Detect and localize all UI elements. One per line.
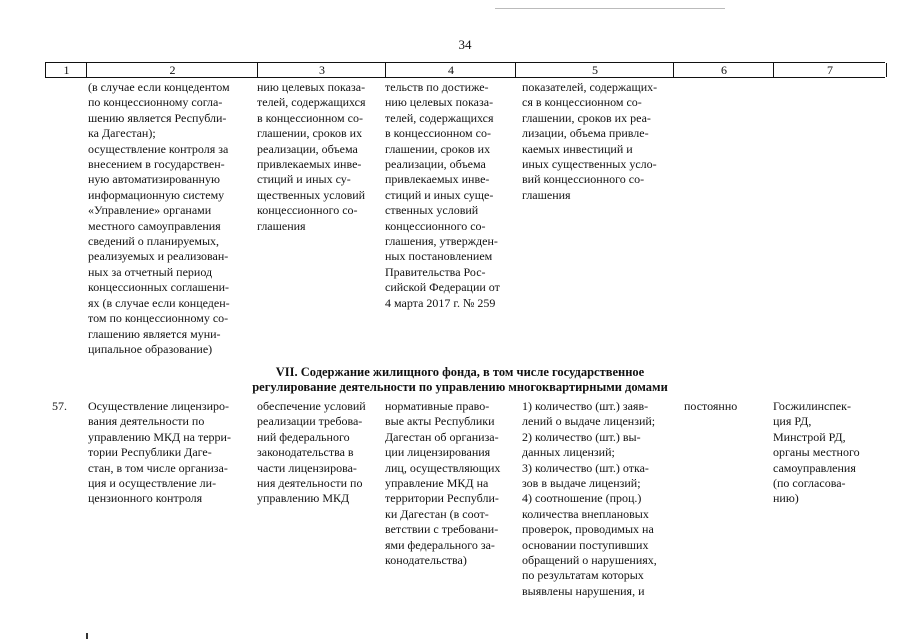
header-col-1: 1 xyxy=(45,63,87,77)
text-line: привлекаемых инве- xyxy=(385,172,490,187)
text-line: реализации требова- xyxy=(257,414,363,429)
text-line: лений о выдаче лицензий; xyxy=(522,414,656,429)
text-line: нормативные право- xyxy=(385,399,490,413)
text-line: ственных условий xyxy=(385,203,479,218)
row57-col6 xyxy=(684,399,764,414)
section-title-line2: регулирование деятельности по управлению многоквартирными домами xyxy=(252,380,668,394)
row57-col5 xyxy=(522,399,670,599)
table-header-row xyxy=(45,62,885,78)
text-line: зов в выдаче лицензий; xyxy=(522,476,641,491)
text-line: по результатам которых xyxy=(522,568,644,583)
text-line: органы местного xyxy=(773,445,860,460)
text-line: иных существенных усло- xyxy=(522,157,657,172)
text-line: конодательства) xyxy=(385,553,467,568)
section-title-line1: VII. Содержание жилищного фонда, в том числе государственное xyxy=(275,365,645,379)
text-line: 4) соотношение (проц.) xyxy=(522,491,642,506)
continuation-col3 xyxy=(257,80,377,234)
text-line: ки Дагестан (в соот- xyxy=(385,506,489,521)
row-number: 57. xyxy=(52,399,67,413)
text-line: данных лицензий; xyxy=(522,445,615,460)
text-line: глашения xyxy=(257,218,306,233)
text-line: ция и осуществление ли- xyxy=(88,476,217,491)
text-line: управлению МКД на терри- xyxy=(88,429,231,444)
continuation-col5 xyxy=(522,80,670,203)
text-line: Госжилинспек- xyxy=(773,399,851,413)
text-line: законодательства в xyxy=(257,445,354,460)
text-line: тории Республики Даге- xyxy=(88,445,212,460)
text-line: управлению МКД xyxy=(257,491,350,506)
text-line: 2) количество (шт.) вы- xyxy=(522,429,641,444)
text-line: телей, содержащихся xyxy=(257,95,366,110)
text-line: информационную систему xyxy=(88,187,225,202)
text-line: ка Дагестан); xyxy=(88,126,156,141)
text-line: нию) xyxy=(773,491,799,506)
row57-col3 xyxy=(257,399,377,507)
text-line: стиций и иных су- xyxy=(257,172,351,187)
text-line: нию целевых показа- xyxy=(257,80,366,94)
text-line: цензионного контроля xyxy=(88,491,203,506)
text-line: стиций и иных суще- xyxy=(385,187,494,202)
text-line: ция РД, xyxy=(773,414,812,429)
header-col-5: 5 xyxy=(515,63,674,77)
scan-artifact xyxy=(495,8,725,9)
text-line: вий концессионного со- xyxy=(522,172,645,187)
text-line: части лицензирова- xyxy=(257,460,357,475)
text-line: вания деятельности по xyxy=(88,414,205,429)
continuation-col4 xyxy=(385,80,511,311)
text-line: щественных условий xyxy=(257,187,366,202)
page-number: 34 xyxy=(458,37,472,52)
text-line: Минстрой РД, xyxy=(773,429,846,444)
header-col-4: 4 xyxy=(385,63,516,77)
text-line: концессионного со- xyxy=(385,218,486,233)
text-line: 4 марта 2017 г. № 259 xyxy=(385,295,496,310)
text-line: глашению является муни- xyxy=(88,326,221,341)
text-line: тельств по достиже- xyxy=(385,80,489,94)
row57-col4 xyxy=(385,399,511,568)
text-line: 1) количество (шт.) заяв- xyxy=(522,399,649,413)
text-line: внесением в государствен- xyxy=(88,157,225,172)
text-line: концессионных соглашени- xyxy=(88,280,230,295)
text-line: Правительства Рос- xyxy=(385,264,486,279)
text-line: ветствии с требовани- xyxy=(385,522,499,537)
text-line: количества внеплановых xyxy=(522,506,649,521)
text-line: ния деятельности по xyxy=(257,476,363,491)
text-line: реализуемых и реализован- xyxy=(88,249,229,264)
header-col-2: 2 xyxy=(86,63,258,77)
text-line: глашении, сроков их xyxy=(257,126,363,141)
continuation-col2 xyxy=(88,80,242,357)
text-line: вые акты Республики xyxy=(385,414,495,429)
text-line: показателей, содержащих- xyxy=(522,80,658,94)
text-line: осуществление контроля за xyxy=(88,141,229,156)
text-line: ями федерального за- xyxy=(385,537,495,552)
text-line: в концессионном со- xyxy=(385,126,491,141)
text-line: территории Республи- xyxy=(385,491,499,506)
text-line: глашения xyxy=(522,187,571,202)
header-col-7: 7 xyxy=(773,63,887,77)
text-line: основании поступивших xyxy=(522,537,649,552)
text-line: ях (в случае если концеден- xyxy=(88,295,230,310)
text-line: каемых инвестиций и xyxy=(522,141,633,156)
text-line: лиц, осуществляющих xyxy=(385,460,501,475)
text-line: глашении, сроков их xyxy=(385,141,491,156)
text-line: стан, в том числе организа- xyxy=(88,460,228,475)
text-line: обращений о нарушениях, xyxy=(522,553,657,568)
text-line: в концессионном со- xyxy=(257,110,363,125)
text-line: том по концессионному со- xyxy=(88,311,229,326)
text-line: самоуправления xyxy=(773,460,856,475)
text-line: управление МКД на xyxy=(385,476,489,491)
text-line: Осуществление лицензиро- xyxy=(88,399,229,413)
text-line: ся в концессионном со- xyxy=(522,95,642,110)
header-col-3: 3 xyxy=(257,63,386,77)
text-line: местного самоуправления xyxy=(88,218,221,233)
text-line: «Управление» органами xyxy=(88,203,212,218)
text-line: ципальное образование) xyxy=(88,341,213,356)
text-line: обеспечение условий xyxy=(257,399,366,413)
scan-artifact xyxy=(86,633,88,639)
header-col-6: 6 xyxy=(673,63,774,77)
text-line: (в случае если концедентом xyxy=(88,80,230,94)
text-line: ции лицензирования xyxy=(385,445,491,460)
text-line: ную автоматизированную xyxy=(88,172,220,187)
text-line: нию целевых показа- xyxy=(385,95,494,110)
text-line: ний федерального xyxy=(257,429,350,444)
text-line: привлекаемых инве- xyxy=(257,157,362,172)
text-line: 3) количество (шт.) отка- xyxy=(522,460,649,475)
row57-col7 xyxy=(773,399,885,507)
text-line: сийской Федерации от xyxy=(385,280,500,295)
text-line: глашения, утвержден- xyxy=(385,234,498,249)
text-line: реализации, объема xyxy=(385,157,486,172)
text-line: постоянно xyxy=(684,399,738,413)
text-line: ных за отчетный период xyxy=(88,264,213,279)
text-line: телей, содержащихся xyxy=(385,110,494,125)
text-line: (по согласова- xyxy=(773,476,846,491)
text-line: шению является Республи- xyxy=(88,110,227,125)
text-line: выявлены нарушения, и xyxy=(522,583,645,598)
text-line: реализации, объема xyxy=(257,141,358,156)
text-line: глашении, сроков их реа- xyxy=(522,110,651,125)
text-line: проверок, проводимых на xyxy=(522,522,654,537)
text-line: сведений о планируемых, xyxy=(88,234,220,249)
text-line: по концессионному согла- xyxy=(88,95,223,110)
section-title xyxy=(200,365,720,395)
row57-col2 xyxy=(88,399,242,507)
text-line: концессионного со- xyxy=(257,203,358,218)
text-line: лизации, объема привле- xyxy=(522,126,649,141)
text-line: ных постановлением xyxy=(385,249,493,264)
text-line: Дагестан об организа- xyxy=(385,429,499,444)
